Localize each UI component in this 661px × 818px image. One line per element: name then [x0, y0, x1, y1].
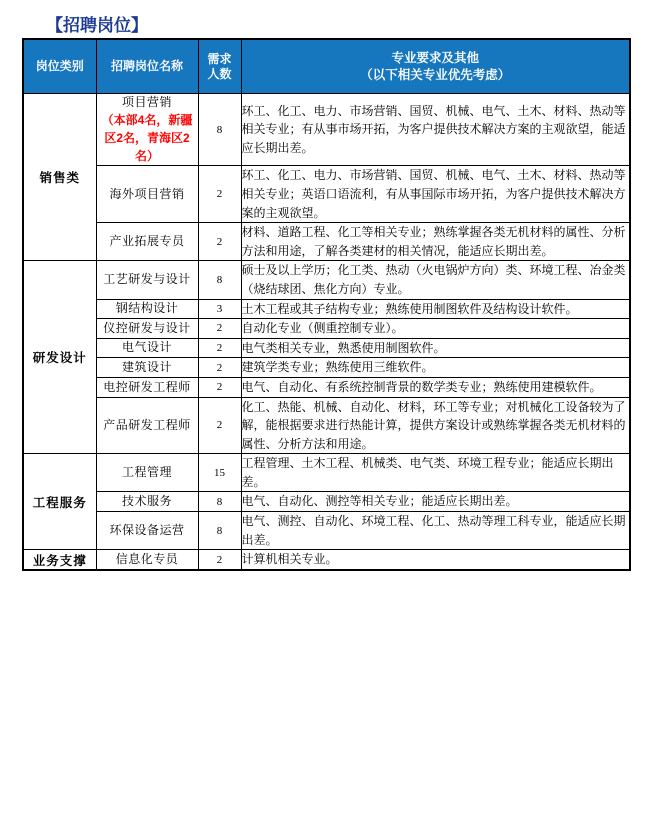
table-row [23, 223, 630, 261]
column-header-headcount-line2: 人数 [207, 66, 232, 81]
column-header-headcount-line1: 需求 [207, 51, 232, 66]
headcount-cell: 2 [198, 397, 241, 454]
table-row [23, 492, 630, 512]
table-row [23, 261, 630, 299]
column-header-position-name: 招聘岗位名称 [96, 39, 198, 94]
requirement-cell: 电气、自动化、有系统控制背景的数学类专业；熟练使用建模软件。 [241, 377, 630, 397]
headcount-cell: 2 [198, 338, 241, 358]
position-name-text: 技术服务 [121, 494, 172, 509]
category-cell: 工程服务 [23, 454, 96, 550]
requirement-cell: 计算机相关专业。 [241, 550, 630, 570]
table-row [23, 454, 630, 492]
position-name-cell [96, 223, 198, 261]
table-row [23, 512, 630, 550]
table-header [23, 39, 630, 94]
requirement-cell: 材料、道路工程、化工等相关专业；熟练掌握各类无机材料的属性、分析方法和用途，了解各类建材的相关情况，能适应长期出差。 [241, 223, 630, 261]
headcount-cell: 8 [198, 94, 241, 166]
table-row [23, 397, 630, 454]
table-row [23, 550, 630, 570]
requirement-cell: 硕士及以上学历；化工类、热动（火电锅炉方向）类、环境工程、冶金类（烧结球团、焦化方向）专业。 [241, 261, 630, 299]
table-row [23, 166, 630, 223]
position-name-cell [96, 454, 198, 492]
recruitment-table-wrapper [22, 38, 629, 571]
requirement-cell: 自动化专业（侧重控制专业）。 [241, 319, 630, 339]
requirement-cell: 电气、测控、自动化、环境工程、化工、热动等理工科专业，能适应长期出差。 [241, 512, 630, 550]
headcount-cell: 8 [198, 492, 241, 512]
position-name-cell [96, 397, 198, 454]
position-name-text: 电控研发工程师 [103, 379, 191, 394]
position-name-cell [96, 94, 198, 166]
table-row [23, 338, 630, 358]
table-row [23, 377, 630, 397]
headcount-cell: 8 [198, 261, 241, 299]
page-title: 【招聘岗位】 [46, 16, 148, 35]
requirement-cell: 建筑学类专业；熟练使用三维软件。 [241, 358, 630, 378]
position-name-text: 建筑设计 [121, 359, 172, 374]
headcount-cell: 2 [198, 166, 241, 223]
headcount-cell: 2 [198, 223, 241, 261]
position-name-cell [96, 492, 198, 512]
position-name-text: 海外项目营销 [109, 186, 185, 201]
position-name-text: 钢结构设计 [115, 301, 179, 316]
position-name-text: 工艺研发与设计 [103, 272, 191, 287]
category-cell: 销售类 [23, 94, 96, 261]
position-name-text: 项目营销 [121, 95, 172, 109]
requirement-cell: 土木工程或其子结构专业；熟练使用制图软件及结构设计软件。 [241, 299, 630, 319]
column-header-requirements-line1: 专业要求及其他 [391, 50, 479, 65]
position-name-cell [96, 550, 198, 570]
column-header-requirements-line2: （以下相关专业优先考虑） [360, 67, 511, 82]
headcount-cell: 2 [198, 319, 241, 339]
table-row [23, 299, 630, 319]
position-name-text: 仪控研发与设计 [103, 320, 191, 335]
headcount-cell: 2 [198, 358, 241, 378]
category-cell: 业务支撑 [23, 550, 96, 570]
table-row [23, 319, 630, 339]
recruitment-table [22, 38, 631, 571]
requirement-cell: 电气、自动化、测控等相关专业；能适应长期出差。 [241, 492, 630, 512]
position-name-text: 信息化专员 [115, 551, 179, 566]
column-header-category: 岗位类别 [23, 39, 96, 94]
requirement-cell: 工程管理、土木工程、机械类、电气类、环境工程专业；能适应长期出差。 [241, 454, 630, 492]
requirement-cell: 电气类相关专业，熟悉使用制图软件。 [241, 338, 630, 358]
headcount-cell: 2 [198, 550, 241, 570]
column-header-headcount [198, 39, 241, 94]
requirement-cell: 环工、化工、电力、市场营销、国贸、机械、电气、土木、材料、热动等相关专业；英语口语流利，有从事国际市场开拓，为客户提供技术解决方案的主观欲望。 [241, 166, 630, 223]
position-name-text: 电气设计 [121, 340, 172, 355]
category-cell: 研发设计 [23, 261, 96, 454]
requirement-cell: 化工、热能、机械、自动化、材料，环工等专业；对机械化工设备较为了解，能根据要求进行热能计算，提供方案设计或熟练掌握各类无机材料的属性、分析方法和用途。 [241, 397, 630, 454]
requirement-cell: 环工、化工、电力、市场营销、国贸、机械、电气、土木、材料、热动等相关专业；有从事市场开拓，为客户提供技术解决方案的主观欲望，能适应长期出差。 [241, 94, 630, 166]
position-name-note: （本部4名，新疆区2名，青海区2名） [101, 113, 193, 164]
headcount-cell: 3 [198, 299, 241, 319]
headcount-cell: 8 [198, 512, 241, 550]
position-name-cell [96, 338, 198, 358]
position-name-cell [96, 377, 198, 397]
column-header-requirements [241, 39, 630, 94]
position-name-text: 产业拓展专员 [109, 234, 185, 249]
position-name-text: 环保设备运营 [109, 522, 185, 537]
table-row [23, 94, 630, 166]
headcount-cell: 15 [198, 454, 241, 492]
position-name-cell [96, 299, 198, 319]
position-name-cell [96, 319, 198, 339]
position-name-text: 工程管理 [121, 465, 172, 480]
position-name-cell [96, 512, 198, 550]
table-body [23, 94, 630, 570]
position-name-cell [96, 166, 198, 223]
position-name-cell [96, 261, 198, 299]
position-name-text: 产品研发工程师 [103, 417, 191, 432]
position-name-cell [96, 358, 198, 378]
table-row [23, 358, 630, 378]
headcount-cell: 2 [198, 377, 241, 397]
header-row [23, 39, 630, 94]
